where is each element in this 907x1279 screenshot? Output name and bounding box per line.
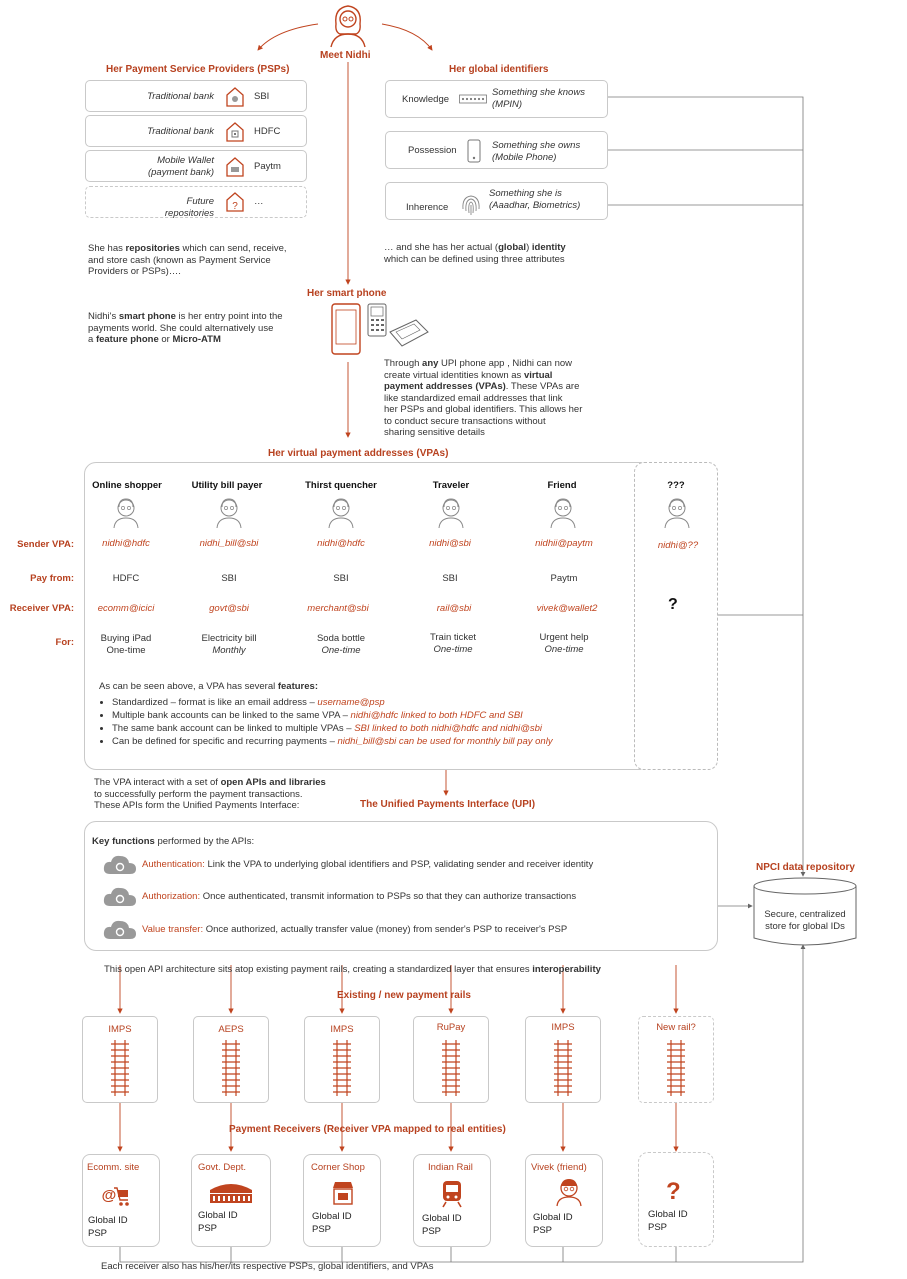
receiver-name: Ecomm. site xyxy=(87,1162,140,1173)
payment-purpose: Electricity bill Monthly xyxy=(201,633,257,656)
psp-description: She has repositories which can send, receive, and store cash (known as Payment Service Providers or PSPs)…. xyxy=(88,243,287,277)
pay-from: SBI xyxy=(442,573,458,584)
fingerprint-icon xyxy=(460,193,482,217)
receiver-name: Vivek (friend) xyxy=(531,1162,587,1173)
unknown-mark: ? xyxy=(668,596,678,613)
sender-vpa: nidhii@paytm xyxy=(535,538,593,549)
question-house-icon xyxy=(225,191,245,213)
rail-label: IMPS xyxy=(108,1024,132,1035)
nidhi-avatar-icon xyxy=(326,2,370,48)
receivers-header: Payment Receivers (Receiver VPA mapped to real entities) xyxy=(229,1124,506,1135)
rail-label: AEPS xyxy=(218,1024,244,1035)
payment-purpose: Buying iPad One-time xyxy=(100,633,152,656)
rail-label: IMPS xyxy=(330,1024,354,1035)
railway-track-icon xyxy=(332,1040,352,1096)
vpa-col-title: Utility bill payer xyxy=(191,480,263,491)
cloud-gear-icon xyxy=(102,852,138,878)
railway-track-icon xyxy=(221,1040,241,1096)
receiver-ids: Global ID PSP xyxy=(88,1215,128,1239)
vpa-col-title: ??? xyxy=(667,480,685,491)
person-label: Meet Nidhi xyxy=(320,50,371,61)
friend-avatar-icon xyxy=(555,1177,583,1207)
interoperability-note: This open API architecture sits atop existing payment rails, creating a standardized layer that ensures interoperability xyxy=(104,964,601,975)
pay-from: SBI xyxy=(333,573,349,584)
sender-vpa: nidhi@hdfc xyxy=(317,538,365,549)
bank-icon xyxy=(225,121,245,143)
feature-item: • Can be defined for specific and recurring payments – nidhi_bill@sbi can be used for monthly bill pay only xyxy=(112,735,652,748)
mobile-phone-icon xyxy=(467,139,481,163)
persona-icon xyxy=(111,497,141,529)
ecommerce-cart-icon xyxy=(100,1180,130,1208)
sender-vpa: nidhi@hdfc xyxy=(102,538,150,549)
svg-text:@: @ xyxy=(101,1187,117,1204)
npci-header: NPCI data repository xyxy=(756,862,855,873)
receiver-ids: Global ID PSP xyxy=(312,1211,352,1235)
receiver-vpa: ecomm@icici xyxy=(97,603,155,614)
function-authorization: Authorization: Once authenticated, transmit information to PSPs so that they can authorize transactions xyxy=(142,891,577,902)
psp-item-hdfc: Traditional bank HDFC xyxy=(85,115,307,147)
vpa-col-title: Traveler xyxy=(432,480,470,491)
railway-track-icon xyxy=(441,1040,461,1096)
vpa-header: Her virtual payment addresses (VPAs) xyxy=(268,448,449,459)
rail-label: IMPS xyxy=(551,1022,575,1033)
vpa-col-title: Friend xyxy=(547,480,577,491)
psp-header: Her Payment Service Providers (PSPs) xyxy=(106,64,290,75)
feature-item: • Multiple bank accounts can be linked to the same VPA – nidhi@hdfc linked to both HDFC and SBI xyxy=(112,709,652,722)
phone-header: Her smart phone xyxy=(307,288,387,299)
payment-purpose: Urgent help One-time xyxy=(539,632,589,655)
upi-header: The Unified Payments Interface (UPI) xyxy=(360,799,536,810)
pay-from: SBI xyxy=(221,573,237,584)
receiver-vpa: rail@sbi xyxy=(436,603,472,614)
sender-vpa: nidhi@?? xyxy=(657,540,699,551)
row-label-payfrom: Pay from: xyxy=(30,573,74,584)
function-value-transfer: Value transfer: Once authorized, actually transfer value (money) from sender's PSP to receiver's PSP xyxy=(142,924,568,935)
devices-icon xyxy=(330,302,430,356)
feature-item: • Standardized – format is like an email address – username@psp xyxy=(112,696,652,709)
receiver-ids: Global ID PSP xyxy=(533,1212,573,1236)
psp-item-paytm: Mobile Wallet (payment bank) Paytm xyxy=(85,150,307,182)
psp-item-sbi: Traditional bank SBI xyxy=(85,80,307,112)
receiver-ids: Global ID PSP xyxy=(648,1209,688,1233)
features-intro: As can be seen above, a VPA has several features: xyxy=(99,681,318,692)
wallet-bank-icon xyxy=(225,156,245,178)
global-id-possession: Possession Something she owns (Mobile Phone) xyxy=(385,131,608,169)
rail-label: New rail? xyxy=(656,1022,696,1033)
vpa-col-title: Online shopper xyxy=(92,480,162,491)
cloud-gear-icon xyxy=(102,884,138,910)
global-id-description: … and she has her actual (global) identity which can be defined using three attributes xyxy=(384,242,566,265)
key-functions-title: Key functions performed by the APIs: xyxy=(92,836,255,847)
svg-text:?: ? xyxy=(232,201,238,212)
receiver-ids: Global ID PSP xyxy=(422,1213,462,1237)
function-authentication: Authentication: Link the VPA to underlying global identifiers and PSP, validating sender and receiver identity xyxy=(142,859,594,870)
global-id-inherence: Inherence Something she is (Aaadhar, Biometrics) xyxy=(385,182,608,220)
row-label-receiver: Receiver VPA: xyxy=(9,603,74,614)
global-id-header: Her global identifiers xyxy=(449,64,549,75)
upi-intro: The VPA interact with a set of open APIs and libraries to successfully perform the payment transactions. These APIs form the Unified Payments Interface: xyxy=(94,777,326,811)
railway-track-icon xyxy=(553,1040,573,1096)
persona-icon xyxy=(662,497,692,529)
persona-icon xyxy=(436,497,466,529)
receiver-name: Corner Shop xyxy=(311,1162,365,1173)
psp-item-future: Future repositories ? … xyxy=(85,186,307,218)
persona-icon xyxy=(548,497,578,529)
global-id-knowledge: Knowledge Something she knows (MPIN) xyxy=(385,80,608,118)
vpa-col-title: Thirst quencher xyxy=(305,480,377,491)
receiver-vpa: vivek@wallet2 xyxy=(536,603,598,614)
persona-icon xyxy=(214,497,244,529)
row-label-sender: Sender VPA: xyxy=(17,539,74,550)
receiver-vpa: merchant@sbi xyxy=(307,603,369,614)
receivers-footer: Each receiver also has his/her/its respective PSPs, global identifiers, and VPAs xyxy=(101,1261,434,1272)
features-list xyxy=(100,696,652,748)
railway-track-icon xyxy=(110,1040,130,1096)
receiver-ids: Global ID PSP xyxy=(198,1210,238,1234)
payment-purpose: Train ticket One-time xyxy=(429,632,477,655)
bank-icon xyxy=(225,86,245,108)
sender-vpa: nidhi_bill@sbi xyxy=(199,538,259,549)
feature-item: • The same bank account can be linked to multiple VPAs – SBI linked to both nidhi@hdfc and nidhi@sbi xyxy=(112,722,652,735)
rails-header: Existing / new payment rails xyxy=(337,990,471,1001)
pin-dots-icon xyxy=(459,94,487,104)
payment-purpose: Soda bottle One-time xyxy=(316,633,366,656)
receiver-vpa: govt@sbi xyxy=(209,603,249,614)
parliament-icon xyxy=(208,1180,254,1206)
unknown-receiver-mark: ? xyxy=(666,1178,681,1205)
cloud-gear-icon xyxy=(102,917,138,943)
receiver-name: Indian Rail xyxy=(428,1162,473,1173)
shop-icon xyxy=(331,1180,355,1206)
phone-description: Nidhi's smart phone is her entry point into the payments world. She could alternatively use a feature phone or Micro-ATM xyxy=(88,311,283,345)
train-icon xyxy=(440,1179,464,1209)
rail-label: RuPay xyxy=(436,1022,466,1033)
sender-vpa: nidhi@sbi xyxy=(429,538,471,549)
pay-from: Paytm xyxy=(550,573,578,584)
persona-icon xyxy=(326,497,356,529)
railway-track-icon xyxy=(666,1040,686,1096)
upi-app-description: Through any UPI phone app , Nidhi can now create virtual identities known as virtual payment addresses (VPAs). These VPAs are like standardized email addresses that link her PSPs and global identifiers. This allows her to conduct secure transactions without sharing sensitive details xyxy=(384,358,583,438)
pay-from: HDFC xyxy=(112,573,140,584)
receiver-name: Govt. Dept. xyxy=(198,1162,247,1173)
npci-description: Secure, centralized store for global IDs xyxy=(764,909,846,932)
row-label-for: For: xyxy=(55,637,74,648)
